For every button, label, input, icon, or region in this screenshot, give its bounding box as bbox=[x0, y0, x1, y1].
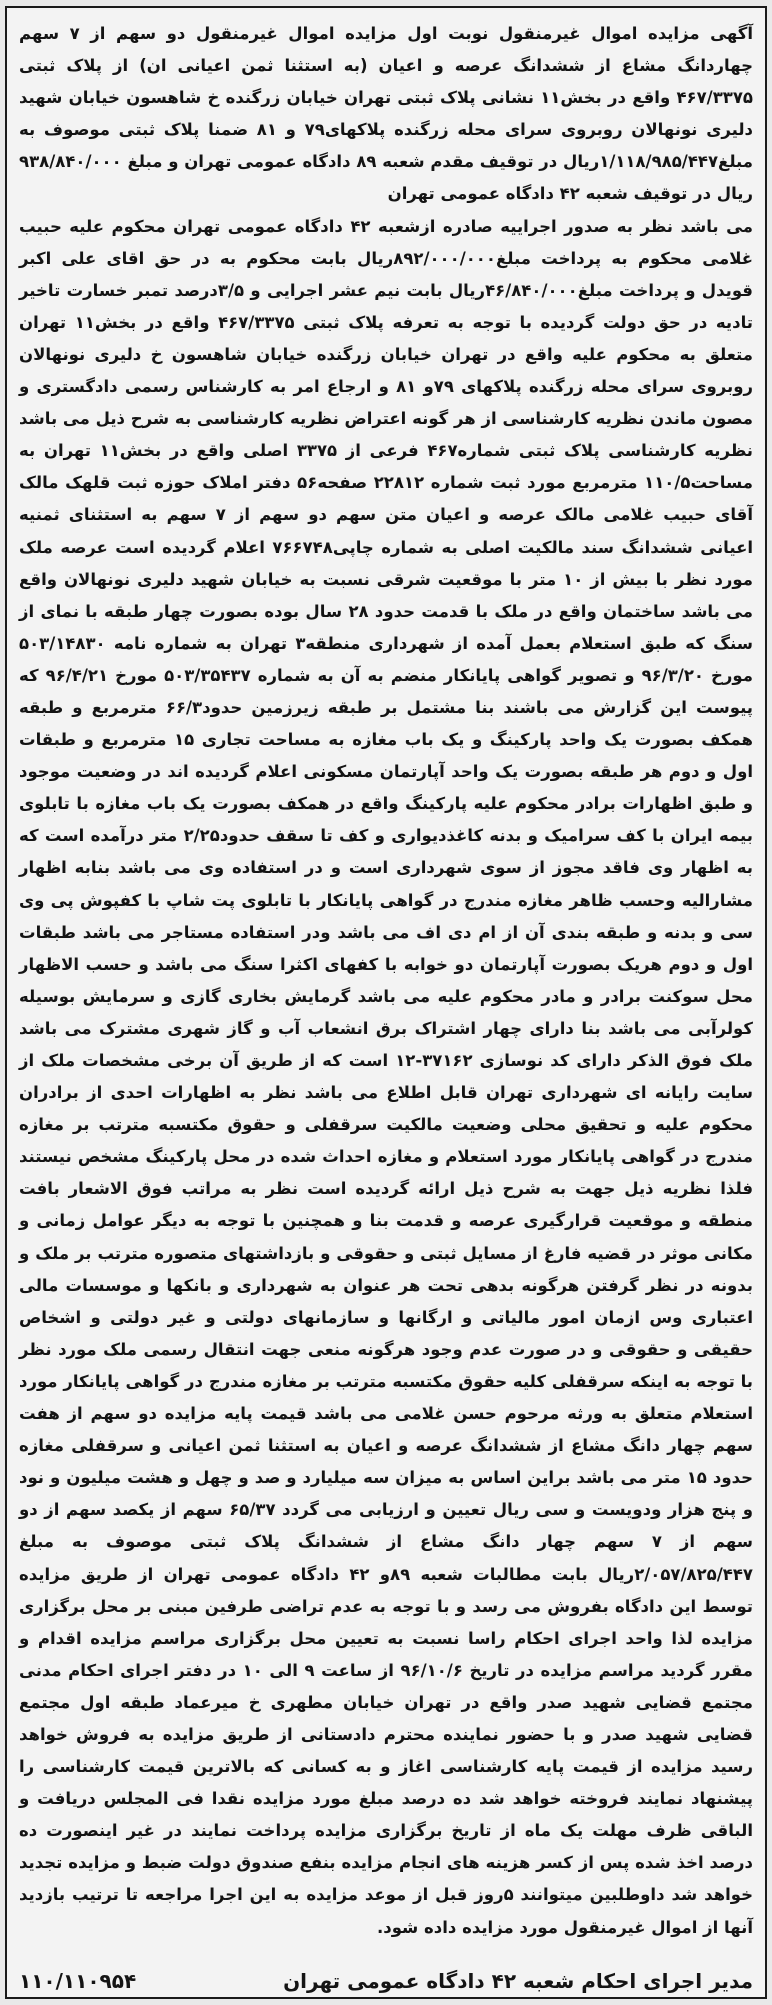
notice-body: می باشد نظر به صدور اجراییه صادره ازشعبه ۴۲ دادگاه عمومی تهران محکوم علیه حبیب غلامی محکوم به پرداخت مبلغ۸۹۲/۰۰۰/۰۰۰ریال بابت محکوم به در حق اقای علی اکبر قویدل و پرداخت مبلغ۴۶/۸۴۰/۰۰۰ریال بابت نیم عشر اجرایی و ۳/۵درصد تمبر خسارت تاخیر تادیه در حق دولت گردیده با توجه به تعرفه پلاک ثبتی ۴۶۷/۳۳۷۵ واقع در بخش۱۱ تهران متعلق به محکوم علیه واقع در تهران خیابان زرگنده خیابان شاهسون خ دلیری نونهالان روبروی سرای محله زرگنده پلاکهای ۷۹و ۸۱ و ارجاع امر به کارشناس رسمی دادگستری و مصون ماندن نظریه کارشناسی از هر گونه اعتراض نظریه کارشناسی به شرح ذیل می باشد نظریه کارشناسی پلاک ثبتی شماره۴۶۷ فرعی از ۳۳۷۵ اصلی واقع در بخش۱۱ تهران به مساحت۱۱۰/۵ مترمربع مورد ثبت شماره ۲۲۸۱۲ صفحه۵۶ دفتر املاک حوزه ثبت قلهک مالک آقای حبیب غلامی مالک عرصه و اعیان متن سهم دو سهم از ۷ سهم به استثنای ثمنیه اعیانی ششدانگ سند مالکیت اصلی به شماره چاپی۷۶۶۷۴۸ اعلام گردیده است عرصه ملک مورد نظر با بیش از ۱۰ متر با موقعیت شرقی نسبت به خیابان شهید دلیری نونهالان واقع می باشد ساختمان واقع در ملک با قدمت حدود ۲۸ سال بوده بصورت چهار طبقه با نمای از سنگ که طبق استعلام بعمل آمده از شهرداری منطقه۳ تهران به شماره نامه ۵۰۳/۱۴۸۳۰ مورخ ۹۶/۳/۲۰ و تصویر گواهی پایانکار منضم به آن به شماره ۵۰۳/۳۵۴۳۷ مورخ ۹۶/۴/۲۱ که پیوست این گزارش می باشند بنا مشتمل بر طبقه زیرزمین حدود۶۶/۳ مترمربع و طبقه همکف بصورت یک واحد پارکینگ و یک باب مغازه به مساحت تجاری ۱۵ مترمربع و طبقات اول و دوم هر طبقه بصورت یک واحد آپارتمان مسکونی اعلام گردیده اند در وضعیت موجود و طبق اظهارات برادر محکوم علیه پارکینگ واقع در همکف بصورت یک باب مغازه با تابلوی بیمه ایران با کف سرامیک و بدنه کاغذدیواری و کف تا سقف حدود۲/۲۵ متر درآمده است که به اظهار وی فاقد مجوز از سوی شهرداری است و در استفاده وی می باشد بنابه اظهار مشارالیه وحسب ظاهر مغازه مندرج در گواهی پایانکار با تابلوی پت شاپ با کفپوش پی وی سی و بدنه و طبقه بندی آن از ام دی اف می باشد ودر استفاده مستاجر می باشد طبقات اول و دوم هریک بصورت آپارتمان دو خوابه با کفهای اکثرا سنگ می باشد و حسب الاظهار محل سوکنت برادر و مادر محکوم علیه می باشد گرمایش بخاری گازی و سرمایش بوسیله کولرآبی می باشد بنا دارای چهار اشتراک برق انشعاب آب و گاز شهری مشترک می باشد ملک فوق الذکر دارای کد نوسازی ۳۷۱۶۲-۱۲ است که از طریق آن برخی مشخصات ملک از سایت رایانه ای شهرداری تهران قابل اطلاع می باشد نظر به اظهارات احدی از برادران محکوم علیه و تحقیق محلی وضعیت مالکیت سرقفلی و حقوق مکتسبه مترتب بر مغازه مندرج در گواهی پایانکار مورد استعلام و مغازه احداث شده در محل پارکینگ مشخص نیستند فلذا نظریه ذیل جهت به شرح ذیل ارائه گردیده است نظر به مراتب فوق الاشعار بافت منطقه و موقعیت قرارگیری عرصه و قدمت بنا و همچنین با توجه به دیگر عوامل زمانی و مکانی موثر در قضیه فارغ از مسایل ثبتی و حقوقی و بازداشتهای متصوره مترتب بر ملک و بدونه در نظر گرفتن هرگونه بدهی تحت هر عنوان به شهرداری و بانکها و موسسات مالی اعتباری وس ازمان امور مالیاتی و ارگانها و سازمانهای دولتی و غیر دولتی و اشخاص حقیقی و حقوقی و در صورت عدم وجود هرگونه منعی جهت انتقال رسمی ملک مورد نظر با توجه به اینکه سرقفلی کلیه حقوق مکتسبه مترتب بر مغازه مندرج در گواهی پایانکار مورد استعلام متعلق به ورثه مرحوم حسن غلامی می باشد قیمت پایه مزایده دو سهم از هفت سهم چهار دانگ مشاع از ششدانگ عرصه و اعیان به استثنا ثمن اعیانی و سرقفلی مغازه حدود ۱۵ متر می باشد براین اساس به میزان سه میلیارد و صد و چهل و هشت میلیون و نود و پنج هزار ودویست و سی ریال تعیین و ارزیابی می گردد ۶۵/۳۷ سهم از یکصد سهم از دو سهم از ۷ سهم چهار دانگ مشاع از ششدانگ پلاک ثبتی موصوف به مبلغ ۲/۰۵۷/۸۲۵/۴۴۷ریال بابت مطالبات شعبه ۸۹و ۴۲ دادگاه عمومی تهران از طریق مزایده توسط این دادگاه بفروش می رسد و با توجه به عدم تراضی طرفین مبنی بر محل برگزاری مزایده لذا واحد اجرای احکام راسا نسبت به تعیین محل برگزاری مراسم مزایده اقدام و مقرر گردید مراسم مزایده در تاریخ ۹۶/۱۰/۶ از ساعت ۹ الی ۱۰ در دفتر اجرای احکام مدنی مجتمع قضایی شهید صدر واقع در تهران خیابان مطهری خ میرعماد طبقه اول مجتمع قضایی شهید صدر و با حضور نماینده محترم دادستانی از طریق مزایده به فروش خواهد رسید مزایده از قیمت پایه کارشناسی اغاز و به کسانی که بالاترین قیمت کارشناسی را پیشنهاد نمایند فروخته خواهد شد ده درصد مبلغ مورد مزایده نقدا فی المجلس دریافت و الباقی ظرف مهلت یک ماه از تاریخ برگزاری مزایده پرداخت نمایند در غیر اینصورت ده درصد اخذ شده پس از کسر هزینه های انجام مزایده بنفع صندوق دولت ضبط و مزایده تجدید خواهد شد داوطلبین میتوانند ۵روز قبل از موعد مزایده به این اجرا مراجعه تا ترتیب بازدید آنها از اموال غیرمنقول مورد مزایده داده شود. bbox=[19, 216, 754, 1937]
auction-notice bbox=[5, 6, 767, 1999]
footer-code: ۱۱۰/۱۱۰۹۵۴ bbox=[19, 1969, 137, 1993]
notice-footer bbox=[19, 1969, 753, 1993]
footer-signature: مدیر اجرای احکام شعبه ۴۲ دادگاه عمومی تهران bbox=[283, 1969, 753, 1993]
notice-title: آگهی مزایده اموال غیرمنقول نوبت اول مزایده اموال غیرمنقول دو سهم از ۷ سهم چهاردانگ مشاع از ششدانگ عرصه و اعیان (به استثنا ثمن اعیانی ان) از پلاک ثبتی ۴۶۷/۳۳۷۵ واقع در بخش۱۱ نشانی پلاک ثبتی تهران خیابان زرگنده خ شاهسون خیابان شهید دلیری نونهالان روبروی سرای محله زرگنده پلاکهای۷۹ و ۸۱ ضمنا پلاک ثبتی موصوف به مبلغ۱/۱۱۸/۹۸۵/۴۴۷ریال در توقیف مقدم شعبه ۸۹ دادگاه عمومی تهران و مبلغ ۹۳۸/۸۴۰/۰۰۰ ریال در توقیف شعبه ۴۲ دادگاه عمومی تهران bbox=[19, 24, 754, 204]
